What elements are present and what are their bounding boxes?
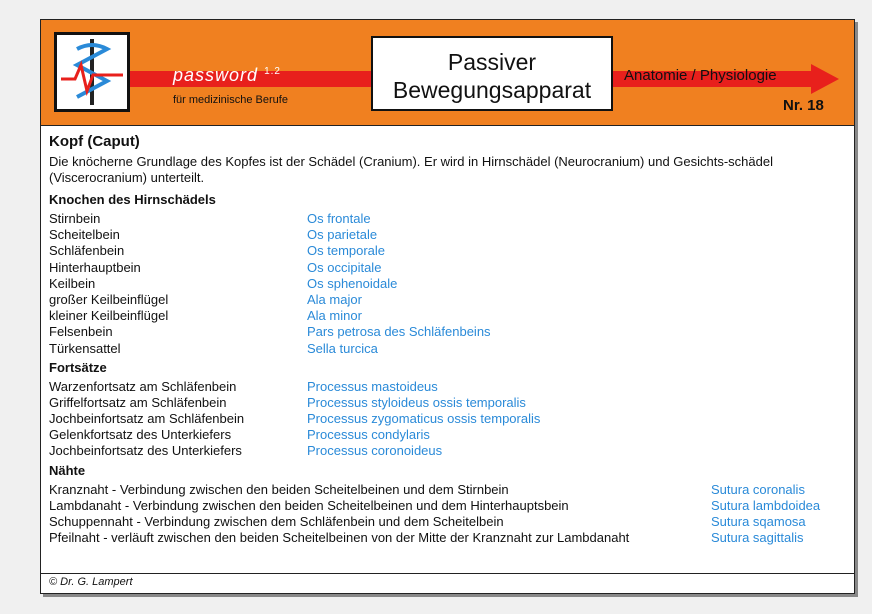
- term-german: großer Keilbeinflügel: [49, 291, 169, 307]
- brand-subtitle: für medizinische Berufe: [173, 94, 288, 106]
- list-item: [49, 308, 849, 324]
- list-item: [49, 498, 849, 514]
- term-latin: Sutura sqamosa: [711, 514, 806, 529]
- term-latin: Os frontale: [307, 211, 371, 226]
- term-german: Scheitelbein: [49, 227, 120, 243]
- term-latin: Processus coronoideus: [307, 443, 443, 459]
- sheet-number: Nr. 18: [783, 97, 824, 114]
- term-latin: Sutura coronalis: [711, 481, 805, 497]
- header-banner: [41, 20, 854, 126]
- term-latin: Sella turcica: [307, 340, 378, 356]
- term-latin: Os sphenoidale: [307, 275, 398, 291]
- term-german: Griffelfortsatz am Schläfenbein: [49, 394, 227, 410]
- term-latin: Ala minor: [307, 308, 362, 324]
- list-item: [49, 411, 849, 427]
- list-item: [49, 514, 849, 530]
- title-line-1: Passiver: [447, 49, 537, 75]
- list-item: [49, 427, 849, 443]
- term-latin: Sutura sagittalis: [711, 530, 804, 546]
- section-title: Kopf (Caput): [49, 133, 140, 150]
- term-latin: Processus mastoideus: [307, 378, 438, 394]
- term-german: Lambdanaht - Verbindung zwischen den beiden Scheitelbeinen und dem Hinterhauptsbein: [49, 497, 569, 513]
- term-german: Stirnbein: [49, 211, 101, 226]
- brand-name: password $^{1.2}$: [173, 65, 281, 85]
- term-german: Türkensattel: [49, 340, 121, 356]
- copyright: © Dr. G. Lampert: [49, 576, 133, 588]
- list-item: [49, 443, 849, 459]
- naehte-list: [49, 482, 849, 547]
- term-german: Gelenkfortsatz des Unterkiefers: [49, 427, 232, 443]
- heading-knochen: Knochen des Hirnschädels: [49, 192, 216, 207]
- fortsaetze-list: [49, 379, 849, 460]
- term-german: Kranznaht - Verbindung zwischen den beiden Scheitelbeinen und dem Stirnbein: [49, 481, 509, 497]
- heading-fortsaetze: Fortsätze: [49, 359, 107, 375]
- term-latin: Os temporale: [307, 243, 386, 259]
- term-german: Jochbeinfortsatz am Schläfenbein: [49, 411, 245, 427]
- term-german: Schuppennaht - Verbindung zwischen dem Schläfenbein und dem Scheitelbein: [49, 514, 504, 529]
- list-item: [49, 211, 849, 227]
- list-item: [49, 260, 849, 276]
- list-item: [49, 243, 849, 259]
- term-latin: Pars petrosa des Schläfenbeins: [307, 324, 491, 340]
- content-area: [49, 133, 849, 546]
- title-line-2: Bewegungsapparat: [392, 77, 592, 103]
- term-latin: Os parietale: [307, 227, 378, 243]
- list-item: [49, 530, 849, 546]
- intro-text: Die knöcherne Grundlage des Kopfes ist der Schädel (Cranium). Er wird in Hirnschädel (Neurocranium) und Gesichts-schädel (Viscerocranium) unterteilt.: [49, 154, 773, 185]
- term-german: Pfeilnaht - verläuft zwischen den beiden Scheitelbeinen von der Mitte der Kranznaht zur Lambdanaht: [49, 530, 630, 546]
- term-german: Keilbein: [49, 275, 96, 291]
- list-item: [49, 395, 849, 411]
- heading-naehte: Nähte: [49, 462, 86, 478]
- term-latin: Processus zygomaticus ossis temporalis: [307, 411, 541, 427]
- list-item: [49, 227, 849, 243]
- term-german: kleiner Keilbeinflügel: [49, 308, 169, 324]
- term-latin: Processus condylaris: [307, 427, 430, 443]
- caduceus-logo-icon: [54, 32, 130, 112]
- list-item: [49, 292, 849, 308]
- term-german: Warzenfortsatz am Schläfenbein: [49, 378, 237, 394]
- term-german: Felsenbein: [49, 324, 113, 340]
- term-latin: Os occipitale: [307, 259, 382, 275]
- list-item: [49, 276, 849, 292]
- footer-divider: [41, 573, 854, 574]
- knochen-list: [49, 211, 849, 357]
- term-latin: Sutura lambdoidea: [711, 497, 821, 513]
- list-item: [49, 482, 849, 498]
- title-box: [371, 36, 613, 111]
- term-latin: Ala major: [307, 291, 362, 307]
- list-item: [49, 379, 849, 395]
- term-latin: Processus styloideus ossis temporalis: [307, 394, 526, 410]
- term-german: Jochbeinfortsatz des Unterkiefers: [49, 443, 242, 459]
- worksheet-card: [40, 19, 855, 594]
- term-german: Schläfenbein: [49, 243, 125, 259]
- list-item: [49, 341, 849, 357]
- list-item: [49, 324, 849, 340]
- subject-label: Anatomie / Physiologie: [624, 67, 777, 84]
- term-german: Hinterhauptbein: [49, 259, 141, 275]
